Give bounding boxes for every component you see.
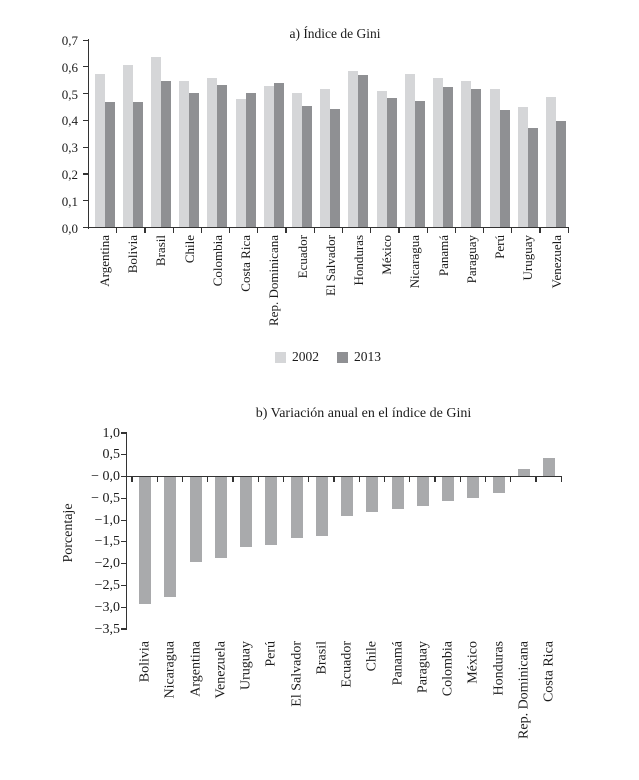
x-label-bolivia: Bolivia	[137, 640, 153, 682]
x-label-el-salvador: El Salvador	[322, 234, 338, 296]
x-label-venezuela: Venezuela	[548, 234, 564, 288]
bar-panama	[392, 477, 404, 508]
y-tick-1-0	[121, 432, 126, 433]
y-tick-0-0	[121, 476, 126, 477]
legend-label-2002: 2002	[292, 349, 319, 364]
y-tick-label-0-5: 0,5	[61, 86, 78, 102]
x-tick-4	[232, 477, 233, 482]
x-tick-14	[485, 477, 486, 482]
x-tick-8	[333, 477, 334, 482]
y-tick-label-0-5: 0,5	[102, 447, 120, 463]
x-label-argentina: Argentina	[97, 234, 112, 287]
bar-chile	[366, 477, 378, 512]
bar-honduras	[493, 477, 505, 493]
bar-mexico	[467, 477, 479, 498]
x-label-peru: Perú	[263, 640, 279, 667]
x-tick-13	[460, 477, 461, 482]
x-label-brasil: Brasil	[153, 234, 169, 266]
y-tick-label-0-0: 0,0	[61, 220, 78, 236]
x-label-paraguay: Paraguay	[463, 234, 479, 283]
y-tick-label-1-0: 1,0	[102, 425, 120, 441]
y-tick-label-0-0: − 0,0	[91, 469, 120, 485]
y-tick-label-0-5: − 0,5	[91, 490, 120, 506]
bar-peru	[265, 477, 277, 545]
y-tick-label-0-4: 0,4	[61, 113, 78, 129]
x-label-ecuador: Ecuador	[339, 640, 355, 688]
x-tick-3	[207, 477, 208, 482]
x-label-uruguay: Uruguay	[520, 234, 536, 280]
y-tick-0-5	[121, 454, 126, 455]
y-tick-0-5	[121, 498, 126, 499]
bar-argentina	[190, 477, 202, 562]
x-tick-15	[510, 477, 511, 482]
x-label-nicaragua: Nicaragua	[407, 234, 423, 288]
bar-brasil	[316, 477, 328, 536]
x-axis-zero-line	[126, 476, 562, 477]
x-label-ecuador: Ecuador	[294, 234, 310, 278]
y-tick-label-0-2: 0,2	[61, 166, 78, 182]
x-tick-6	[283, 477, 284, 482]
x-label-colombia: Colombia	[209, 234, 225, 286]
bar-colombia	[442, 477, 454, 501]
y-tick-label-0-1: 0,1	[61, 193, 78, 209]
x-tick-16	[535, 477, 536, 482]
y-tick-1-5	[121, 541, 126, 542]
x-label-costa-rica: Costa Rica	[238, 234, 254, 292]
x-label-colombia: Colombia	[440, 640, 456, 696]
x-label-nicaragua: Nicaragua	[162, 640, 178, 699]
bar-costa-rica	[543, 458, 555, 475]
x-label-costa-rica: Costa Rica	[541, 640, 557, 702]
y-tick-label-0-7: 0,7	[61, 33, 78, 48]
x-label-honduras: Honduras	[491, 640, 506, 695]
bar-venezuela	[215, 477, 227, 558]
bar-paraguay	[417, 477, 429, 505]
y-tick-2-5	[121, 585, 126, 586]
x-tick-5	[258, 477, 259, 482]
y-tick-1-0	[121, 520, 126, 521]
x-tick-17	[561, 477, 562, 482]
y-axis-line	[126, 432, 127, 630]
x-label-panama: Panamá	[390, 640, 405, 685]
x-tick-1	[157, 477, 158, 482]
x-label-venezuela: Venezuela	[213, 640, 229, 699]
x-tick-0	[131, 477, 132, 482]
x-tick-12	[434, 477, 435, 482]
bar-uruguay	[240, 477, 252, 547]
x-label-bolivia: Bolivia	[125, 234, 141, 273]
y-tick-label-0-3: 0,3	[61, 140, 78, 156]
y-tick-label-3-5: −3,5	[94, 621, 120, 637]
x-tick-11	[409, 477, 410, 482]
x-label-chile: Chile	[181, 234, 197, 263]
y-tick-label-0-6: 0,6	[61, 59, 78, 75]
y-tick-label-2-0: −2,0	[94, 556, 120, 572]
x-tick-2	[182, 477, 183, 482]
y-tick-label-1-5: −1,5	[94, 534, 120, 550]
x-label-paraguay: Paraguay	[415, 640, 431, 693]
x-tick-10	[384, 477, 385, 482]
x-tick-9	[359, 477, 360, 482]
x-label-argentina: Argentina	[188, 640, 203, 697]
chart-b-ylabel: Porcentaje	[61, 503, 76, 563]
x-label-uruguay: Uruguay	[238, 640, 254, 690]
x-label-rep-dominicana: Rep. Dominicana	[266, 234, 282, 326]
x-label-peru: Perú	[492, 234, 508, 259]
y-tick-3-0	[121, 607, 126, 608]
y-tick-label-3-0: −3,0	[94, 599, 120, 615]
legend-label-2013: 2013	[354, 349, 381, 364]
x-label-mexico: México	[465, 640, 481, 684]
x-label-chile: Chile	[364, 640, 380, 671]
chart-a-title: a) Índice de Gini	[289, 26, 381, 41]
y-tick-3-5	[121, 628, 126, 629]
x-label-honduras: Honduras	[350, 234, 366, 286]
y-tick-label-1-0: −1,0	[94, 512, 120, 528]
x-label-panama: Panamá	[435, 234, 451, 276]
x-tick-7	[308, 477, 309, 482]
bar-bolivia	[139, 477, 151, 603]
x-label-el-salvador: El Salvador	[289, 640, 304, 707]
bar-el-salvador	[291, 477, 303, 538]
x-label-mexico: México	[379, 234, 395, 275]
y-tick-2-0	[121, 563, 126, 564]
x-label-rep-dominicana: Rep. Dominicana	[516, 640, 532, 739]
y-tick-label-2-5: −2,5	[94, 577, 120, 593]
x-label-brasil: Brasil	[314, 640, 330, 674]
chart-b-title: b) Variación anual en el índice de Gini	[255, 406, 472, 421]
bar-nicaragua	[164, 477, 176, 597]
bar-ecuador	[341, 477, 353, 516]
